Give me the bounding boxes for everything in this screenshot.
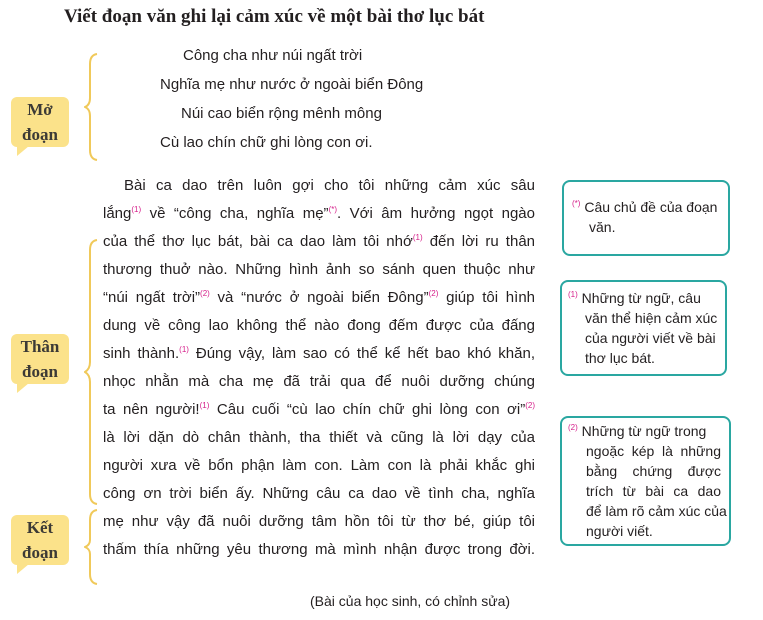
poem-line-4: Cù lao chín chữ ghi lòng con ơi. [160,134,373,151]
paragraph-line-4: thương thuở nào. Những hình ảnh so sánh quen thuộc như [103,261,535,278]
tag-than-doan [11,334,69,384]
text-segment: về “công cha, nghĩa mẹ” [141,205,329,222]
note-topic-sentence [562,180,730,256]
tag-ket-doan [11,515,69,565]
tag-tail [17,383,29,393]
note-line [572,197,720,217]
note-line: văn thể hiện cảm xúc [585,310,718,326]
text-segment: giúp tôi hình [438,289,535,306]
paragraph-line-8: nhọc nhằn mà cha mẹ đã trải qua để nuôi dưỡng chúng [103,373,535,390]
paragraph-line-12: công ơn trời biển ấy. Những câu ca dao về tình cha, nghĩa [103,485,535,502]
text-segment: đến lời ru thân [422,233,536,250]
note-line: văn. [589,219,616,235]
footnote-marker: (*) [572,199,581,208]
footnote-marker: (2) [200,289,210,298]
paragraph-line-13: mẹ như vậy đã nuôi dưỡng tâm hồn tôi từ thơ bé, giúp tôi [103,513,535,530]
tag-ket-doan-line-2: đoạn [22,543,58,562]
note-line [568,421,721,441]
paragraph-line-14: thấm thía những yêu thương mà mình nhận được trong đời. [103,541,535,558]
note-line: ngoặc kép là những [586,443,721,459]
footnote-marker: (1) [131,205,142,214]
text-segment: “núi ngất trời” [103,289,201,306]
bracket-mo-doan [84,52,100,162]
footnote-marker: (2) [568,423,578,432]
tag-mo-doan [11,97,69,147]
text-segment: Câu cuối “cù lao chín chữ ghi lòng con ơi” [209,401,526,418]
footnote-marker: (1) [179,345,189,354]
text-segment: lắng [103,205,132,222]
tag-than-doan-line-1: Thân [20,337,60,356]
text-segment: sinh thành. [103,345,180,362]
paragraph-line-2 [103,204,535,224]
footnote-marker: (1) [199,401,210,410]
note-line: người viết. [586,523,653,539]
bracket-ket-doan [84,508,100,586]
poem-line-1: Công cha như núi ngất trời [183,47,363,64]
note-quoted-evidence [560,416,731,546]
poem-line-2: Nghĩa mẹ như nước ở ngoài biển Đông [160,76,424,93]
footnote-marker: (2) [428,289,439,298]
note-text: Những từ ngữ trong [581,423,707,439]
note-text: Những từ ngữ, câu [581,290,701,306]
footnote-marker: (*) [328,205,338,214]
tag-tail [17,564,29,574]
note-line: bằng chứng được [586,463,721,479]
tag-tail [17,146,29,156]
paragraph-line-5 [103,288,535,308]
note-line: trích từ bài ca dao [586,483,721,499]
note-line [568,288,717,308]
page-title: Viết đoạn văn ghi lại cảm xúc về một bài thơ lục bát [64,6,485,27]
poem-line-3: Núi cao biển rộng mênh mông [181,105,382,122]
footnote-marker: (1) [568,290,578,299]
note-line: để làm rõ cảm xúc của [586,503,727,519]
footnote-marker: (2) [525,401,536,410]
source-attribution: (Bài của học sinh, có chỉnh sửa) [310,593,511,609]
text-segment: của thể thơ lục bát, bài ca dao làm tôi nhớ [103,233,413,250]
tag-mo-doan-line-1: Mở [27,100,53,119]
paragraph-line-7 [103,344,535,364]
note-text: Câu chủ đề của đoạn [584,199,718,215]
tag-mo-doan-line-2: đoạn [22,125,58,144]
bracket-than-doan [84,238,100,506]
paragraph-line-11: người xưa về bổn phận làm con. Làm con là phải khắc ghi [103,457,535,474]
paragraph-line-6: dung về công lao không thể nào đong đếm được của đấng [103,317,535,334]
text-segment: . Với âm hưởng ngọt ngào [337,205,535,222]
tag-than-doan-line-2: đoạn [22,362,58,381]
text-segment: Đúng vậy, làm sao có thể kể hết bao khó khăn, [188,345,536,362]
paragraph-line-1: Bài ca dao trên luôn gợi cho tôi những cảm xúc sâu [124,177,535,194]
text-segment: ta nên người! [103,401,200,418]
tag-ket-doan-line-1: Kết [26,518,54,537]
paragraph-line-9 [103,400,535,420]
note-emotion-words [560,280,727,376]
text-segment: và “nước ở ngoài biển Đông” [209,289,429,306]
note-line: thơ lục bát. [585,350,655,366]
footnote-marker: (1) [412,233,423,242]
paragraph-line-3 [103,232,535,252]
note-line: của người viết về bài [585,330,716,346]
paragraph-line-10: là lời dặn dò chân thành, tha thiết và cũng là lời dạy của [103,429,535,446]
